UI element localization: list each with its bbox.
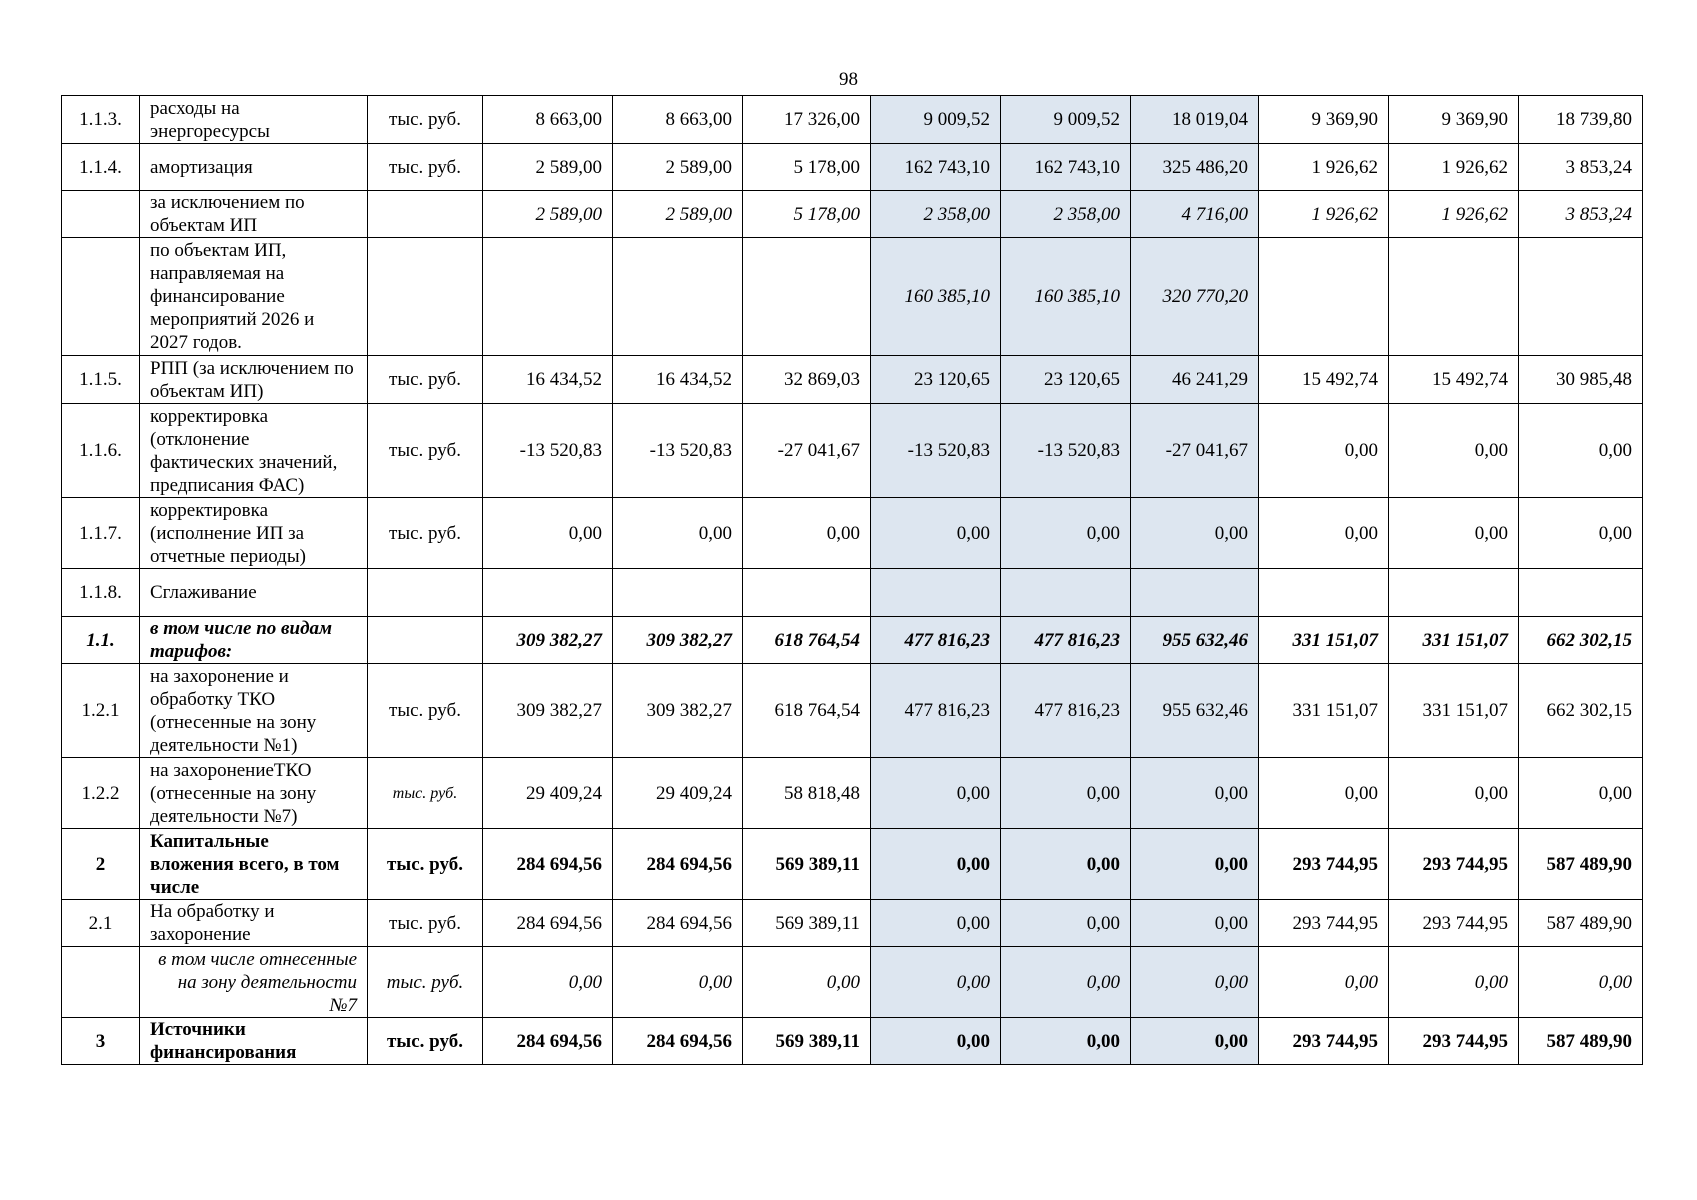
- value-cell: 293 744,95: [1389, 900, 1519, 947]
- value-cell: -13 520,83: [613, 404, 743, 498]
- value-cell: 9 369,90: [1259, 96, 1389, 144]
- row-unit: тыс. руб.: [368, 664, 483, 758]
- value-cell: 0,00: [743, 498, 871, 569]
- row-name: по объектам ИП, направляемая на финансирование мероприятий 2026 и 2027 годов.: [140, 238, 368, 356]
- value-cell: 0,00: [871, 1018, 1001, 1065]
- row-number: [62, 191, 140, 238]
- value-cell: 160 385,10: [871, 238, 1001, 356]
- row-name: амортизация: [140, 144, 368, 191]
- value-cell: [1259, 569, 1389, 617]
- value-cell: 29 409,24: [613, 758, 743, 829]
- value-cell: 284 694,56: [613, 829, 743, 900]
- table-row: [62, 829, 1643, 900]
- value-cell: 0,00: [1001, 947, 1131, 1018]
- value-cell: 0,00: [1131, 900, 1259, 947]
- value-cell: 2 589,00: [483, 144, 613, 191]
- table-row: [62, 356, 1643, 404]
- value-cell: 0,00: [1389, 947, 1519, 1018]
- value-cell: 0,00: [743, 947, 871, 1018]
- value-cell: 0,00: [1131, 1018, 1259, 1065]
- table-row: [62, 1018, 1643, 1065]
- row-name: корректировка (отклонение фактических значений, предписания ФАС): [140, 404, 368, 498]
- value-cell: [1259, 238, 1389, 356]
- table-row: [62, 900, 1643, 947]
- value-cell: 0,00: [871, 900, 1001, 947]
- value-cell: 32 869,03: [743, 356, 871, 404]
- value-cell: 1 926,62: [1259, 191, 1389, 238]
- value-cell: 0,00: [871, 498, 1001, 569]
- value-cell: 331 151,07: [1389, 617, 1519, 664]
- value-cell: [613, 569, 743, 617]
- row-name: в том числе по видам тарифов:: [140, 617, 368, 664]
- value-cell: 0,00: [483, 947, 613, 1018]
- row-unit: [368, 569, 483, 617]
- value-cell: 0,00: [613, 498, 743, 569]
- row-name: на захоронениеТКО (отнесенные на зону деятельности №7): [140, 758, 368, 829]
- value-cell: 0,00: [871, 758, 1001, 829]
- value-cell: [483, 569, 613, 617]
- row-name: за исключением по объектам ИП: [140, 191, 368, 238]
- value-cell: 9 369,90: [1389, 96, 1519, 144]
- value-cell: 293 744,95: [1259, 829, 1389, 900]
- value-cell: 4 716,00: [1131, 191, 1259, 238]
- row-number: 1.1.4.: [62, 144, 140, 191]
- value-cell: 0,00: [613, 947, 743, 1018]
- value-cell: -27 041,67: [1131, 404, 1259, 498]
- table-row: [62, 96, 1643, 144]
- row-unit: тыс. руб.: [368, 404, 483, 498]
- value-cell: 662 302,15: [1519, 617, 1643, 664]
- value-cell: 309 382,27: [483, 664, 613, 758]
- value-cell: 331 151,07: [1259, 617, 1389, 664]
- value-cell: 0,00: [871, 947, 1001, 1018]
- row-unit: тыс. руб.: [368, 356, 483, 404]
- value-cell: 58 818,48: [743, 758, 871, 829]
- value-cell: 284 694,56: [483, 1018, 613, 1065]
- value-cell: 46 241,29: [1131, 356, 1259, 404]
- value-cell: 477 816,23: [871, 617, 1001, 664]
- value-cell: 0,00: [1131, 498, 1259, 569]
- value-cell: 162 743,10: [871, 144, 1001, 191]
- value-cell: 662 302,15: [1519, 664, 1643, 758]
- value-cell: 23 120,65: [871, 356, 1001, 404]
- value-cell: 5 178,00: [743, 191, 871, 238]
- value-cell: 284 694,56: [483, 829, 613, 900]
- value-cell: 0,00: [1001, 900, 1131, 947]
- value-cell: 160 385,10: [1001, 238, 1131, 356]
- row-number: 1.2.1: [62, 664, 140, 758]
- value-cell: 0,00: [1389, 758, 1519, 829]
- value-cell: 325 486,20: [1131, 144, 1259, 191]
- row-number: 1.1.3.: [62, 96, 140, 144]
- value-cell: 477 816,23: [871, 664, 1001, 758]
- value-cell: [1001, 569, 1131, 617]
- value-cell: 2 358,00: [1001, 191, 1131, 238]
- row-number: 1.2.2: [62, 758, 140, 829]
- value-cell: 955 632,46: [1131, 617, 1259, 664]
- value-cell: 569 389,11: [743, 900, 871, 947]
- value-cell: 955 632,46: [1131, 664, 1259, 758]
- row-name: Сглаживание: [140, 569, 368, 617]
- value-cell: 0,00: [1259, 758, 1389, 829]
- value-cell: 0,00: [1389, 404, 1519, 498]
- value-cell: 284 694,56: [613, 900, 743, 947]
- row-unit: тыс. руб.: [368, 1018, 483, 1065]
- value-cell: 0,00: [1519, 758, 1643, 829]
- row-name: Капитальные вложения всего, в том числе: [140, 829, 368, 900]
- value-cell: 309 382,27: [613, 617, 743, 664]
- value-cell: 1 926,62: [1389, 191, 1519, 238]
- value-cell: 587 489,90: [1519, 900, 1643, 947]
- value-cell: 618 764,54: [743, 617, 871, 664]
- value-cell: 0,00: [1519, 404, 1643, 498]
- row-number: 2.1: [62, 900, 140, 947]
- row-unit: [368, 617, 483, 664]
- value-cell: 1 926,62: [1389, 144, 1519, 191]
- value-cell: [1519, 569, 1643, 617]
- row-unit: тыс. руб.: [368, 947, 483, 1018]
- value-cell: 293 744,95: [1259, 1018, 1389, 1065]
- value-cell: 0,00: [1131, 829, 1259, 900]
- page-number: 98: [839, 69, 858, 90]
- row-unit: тыс. руб.: [368, 829, 483, 900]
- value-cell: 0,00: [1001, 758, 1131, 829]
- value-cell: 30 985,48: [1519, 356, 1643, 404]
- value-cell: 18 019,04: [1131, 96, 1259, 144]
- table-row: [62, 664, 1643, 758]
- value-cell: [743, 569, 871, 617]
- value-cell: [743, 238, 871, 356]
- row-name: на захоронение и обработку ТКО (отнесенные на зону деятельности №1): [140, 664, 368, 758]
- row-unit: [368, 191, 483, 238]
- row-name: в том числе отнесенные на зону деятельности №7: [140, 947, 368, 1018]
- value-cell: 2 589,00: [483, 191, 613, 238]
- value-cell: 162 743,10: [1001, 144, 1131, 191]
- row-unit: тыс. руб.: [368, 758, 483, 829]
- value-cell: 0,00: [871, 829, 1001, 900]
- value-cell: -27 041,67: [743, 404, 871, 498]
- value-cell: [483, 238, 613, 356]
- value-cell: 320 770,20: [1131, 238, 1259, 356]
- value-cell: 0,00: [483, 498, 613, 569]
- row-number: [62, 947, 140, 1018]
- value-cell: 0,00: [1519, 498, 1643, 569]
- value-cell: [1131, 569, 1259, 617]
- value-cell: 5 178,00: [743, 144, 871, 191]
- value-cell: -13 520,83: [871, 404, 1001, 498]
- value-cell: 18 739,80: [1519, 96, 1643, 144]
- table-row: [62, 569, 1643, 617]
- value-cell: 0,00: [1131, 947, 1259, 1018]
- table-row: [62, 404, 1643, 498]
- value-cell: [1389, 238, 1519, 356]
- row-number: 3: [62, 1018, 140, 1065]
- row-number: 1.1.5.: [62, 356, 140, 404]
- value-cell: 477 816,23: [1001, 617, 1131, 664]
- value-cell: 1 926,62: [1259, 144, 1389, 191]
- value-cell: [1389, 569, 1519, 617]
- row-name: На обработку и захоронение: [140, 900, 368, 947]
- row-number: [62, 238, 140, 356]
- tariff-table: [61, 95, 1643, 1065]
- value-cell: 3 853,24: [1519, 144, 1643, 191]
- row-unit: тыс. руб.: [368, 144, 483, 191]
- value-cell: 331 151,07: [1259, 664, 1389, 758]
- table-row: [62, 498, 1643, 569]
- value-cell: 2 358,00: [871, 191, 1001, 238]
- value-cell: 569 389,11: [743, 1018, 871, 1065]
- row-unit: тыс. руб.: [368, 498, 483, 569]
- row-number: 2: [62, 829, 140, 900]
- value-cell: 587 489,90: [1519, 829, 1643, 900]
- value-cell: 8 663,00: [613, 96, 743, 144]
- value-cell: 0,00: [1131, 758, 1259, 829]
- value-cell: 2 589,00: [613, 144, 743, 191]
- value-cell: 569 389,11: [743, 829, 871, 900]
- value-cell: 0,00: [1259, 498, 1389, 569]
- table-row: [62, 947, 1643, 1018]
- value-cell: 587 489,90: [1519, 1018, 1643, 1065]
- table-row: [62, 758, 1643, 829]
- value-cell: 23 120,65: [1001, 356, 1131, 404]
- value-cell: 0,00: [1001, 1018, 1131, 1065]
- value-cell: 9 009,52: [871, 96, 1001, 144]
- table-row: [62, 191, 1643, 238]
- value-cell: 9 009,52: [1001, 96, 1131, 144]
- value-cell: [613, 238, 743, 356]
- value-cell: 16 434,52: [613, 356, 743, 404]
- value-cell: 284 694,56: [483, 900, 613, 947]
- row-unit: тыс. руб.: [368, 96, 483, 144]
- value-cell: 293 744,95: [1259, 900, 1389, 947]
- value-cell: 618 764,54: [743, 664, 871, 758]
- value-cell: 293 744,95: [1389, 1018, 1519, 1065]
- value-cell: 477 816,23: [1001, 664, 1131, 758]
- value-cell: -13 520,83: [483, 404, 613, 498]
- value-cell: 8 663,00: [483, 96, 613, 144]
- value-cell: 0,00: [1259, 947, 1389, 1018]
- value-cell: 331 151,07: [1389, 664, 1519, 758]
- table-row: [62, 144, 1643, 191]
- row-name: РПП (за исключением по объектам ИП): [140, 356, 368, 404]
- value-cell: [1519, 238, 1643, 356]
- row-name: расходы на энергоресурсы: [140, 96, 368, 144]
- row-number: 1.1.: [62, 617, 140, 664]
- value-cell: 2 589,00: [613, 191, 743, 238]
- value-cell: 309 382,27: [613, 664, 743, 758]
- row-unit: тыс. руб.: [368, 900, 483, 947]
- value-cell: 293 744,95: [1389, 829, 1519, 900]
- row-number: 1.1.8.: [62, 569, 140, 617]
- value-cell: 0,00: [1001, 829, 1131, 900]
- value-cell: 15 492,74: [1389, 356, 1519, 404]
- value-cell: 284 694,56: [613, 1018, 743, 1065]
- row-name: корректировка (исполнение ИП за отчетные периоды): [140, 498, 368, 569]
- value-cell: 17 326,00: [743, 96, 871, 144]
- value-cell: 0,00: [1259, 404, 1389, 498]
- row-name: Источники финансирования: [140, 1018, 368, 1065]
- value-cell: 0,00: [1001, 498, 1131, 569]
- value-cell: [871, 569, 1001, 617]
- row-number: 1.1.6.: [62, 404, 140, 498]
- value-cell: 0,00: [1389, 498, 1519, 569]
- value-cell: -13 520,83: [1001, 404, 1131, 498]
- value-cell: 29 409,24: [483, 758, 613, 829]
- row-number: 1.1.7.: [62, 498, 140, 569]
- value-cell: 0,00: [1519, 947, 1643, 1018]
- value-cell: 309 382,27: [483, 617, 613, 664]
- row-unit: [368, 238, 483, 356]
- table-row: [62, 238, 1643, 356]
- table-row: [62, 617, 1643, 664]
- value-cell: 3 853,24: [1519, 191, 1643, 238]
- value-cell: 15 492,74: [1259, 356, 1389, 404]
- value-cell: 16 434,52: [483, 356, 613, 404]
